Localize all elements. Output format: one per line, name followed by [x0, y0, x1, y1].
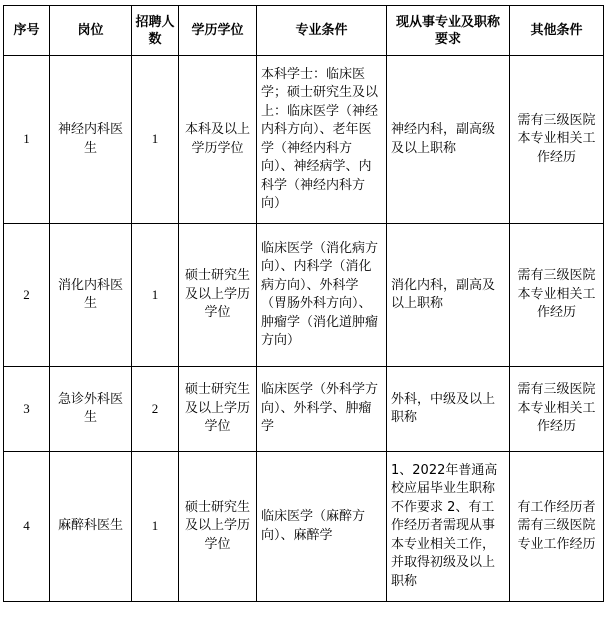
row-title-requirement: 神经内科，副高级及以上职称: [387, 56, 510, 224]
row-title-requirement: 外科，中级及以上职称: [387, 367, 510, 452]
header-index: 序号: [4, 6, 50, 56]
row-position: 消化内科医生: [50, 224, 132, 367]
row-index: 2: [4, 224, 50, 367]
row-index: 1: [4, 56, 50, 224]
row-major: 临床医学（消化病方向）、内科学（消化病方向）、外科学（胃肠外科方向）、肿瘤学（消化道肿瘤方向）: [257, 224, 387, 367]
row-count: 1: [132, 56, 179, 224]
recruitment-table: [3, 5, 604, 602]
row-other: 需有三级医院本专业相关工作经历: [510, 56, 604, 224]
row-education: 硕士研究生及以上学历学位: [179, 224, 257, 367]
row-education: 硕士研究生及以上学历学位: [179, 452, 257, 602]
row-count: 1: [132, 452, 179, 602]
header-position: 岗位: [50, 6, 132, 56]
header-education: 学历学位: [179, 6, 257, 56]
row-other: 需有三级医院本专业相关工作经历: [510, 224, 604, 367]
row-position: 神经内科医生: [50, 56, 132, 224]
table-row: [4, 56, 604, 224]
header-major: 专业条件: [257, 6, 387, 56]
row-position: 麻醉科医生: [50, 452, 132, 602]
row-index: 3: [4, 367, 50, 452]
header-count: 招聘人数: [132, 6, 179, 56]
row-count: 1: [132, 224, 179, 367]
row-index: 4: [4, 452, 50, 602]
row-title-requirement: 消化内科，副高及以上职称: [387, 224, 510, 367]
row-count: 2: [132, 367, 179, 452]
table-row: [4, 224, 604, 367]
row-major: 临床医学（外科学方向）、外科学、肿瘤学: [257, 367, 387, 452]
row-other: 需有三级医院本专业相关工作经历: [510, 367, 604, 452]
row-education: 硕士研究生及以上学历学位: [179, 367, 257, 452]
row-position: 急诊外科医生: [50, 367, 132, 452]
row-major: 本科学士：临床医学；硕士研究生及以上：临床医学（神经内科方向）、老年医学（神经内科方向）、神经病学、内科学（神经内科方向）: [257, 56, 387, 224]
row-education: 本科及以上学历学位: [179, 56, 257, 224]
row-major: 临床医学（麻醉方向）、麻醉学: [257, 452, 387, 602]
row-other: 有工作经历者需有三级医院专业工作经历: [510, 452, 604, 602]
table-header-row: [4, 6, 604, 56]
table-row: [4, 452, 604, 602]
table-row: [4, 367, 604, 452]
row-title-requirement: 1、2022年普通高校应届毕业生职称不作要求 2、有工作经历者需现从事本专业相关工作，并取得初级及以上职称: [387, 452, 510, 602]
header-other: 其他条件: [510, 6, 604, 56]
header-title-requirement: 现从事专业及职称要求: [387, 6, 510, 56]
